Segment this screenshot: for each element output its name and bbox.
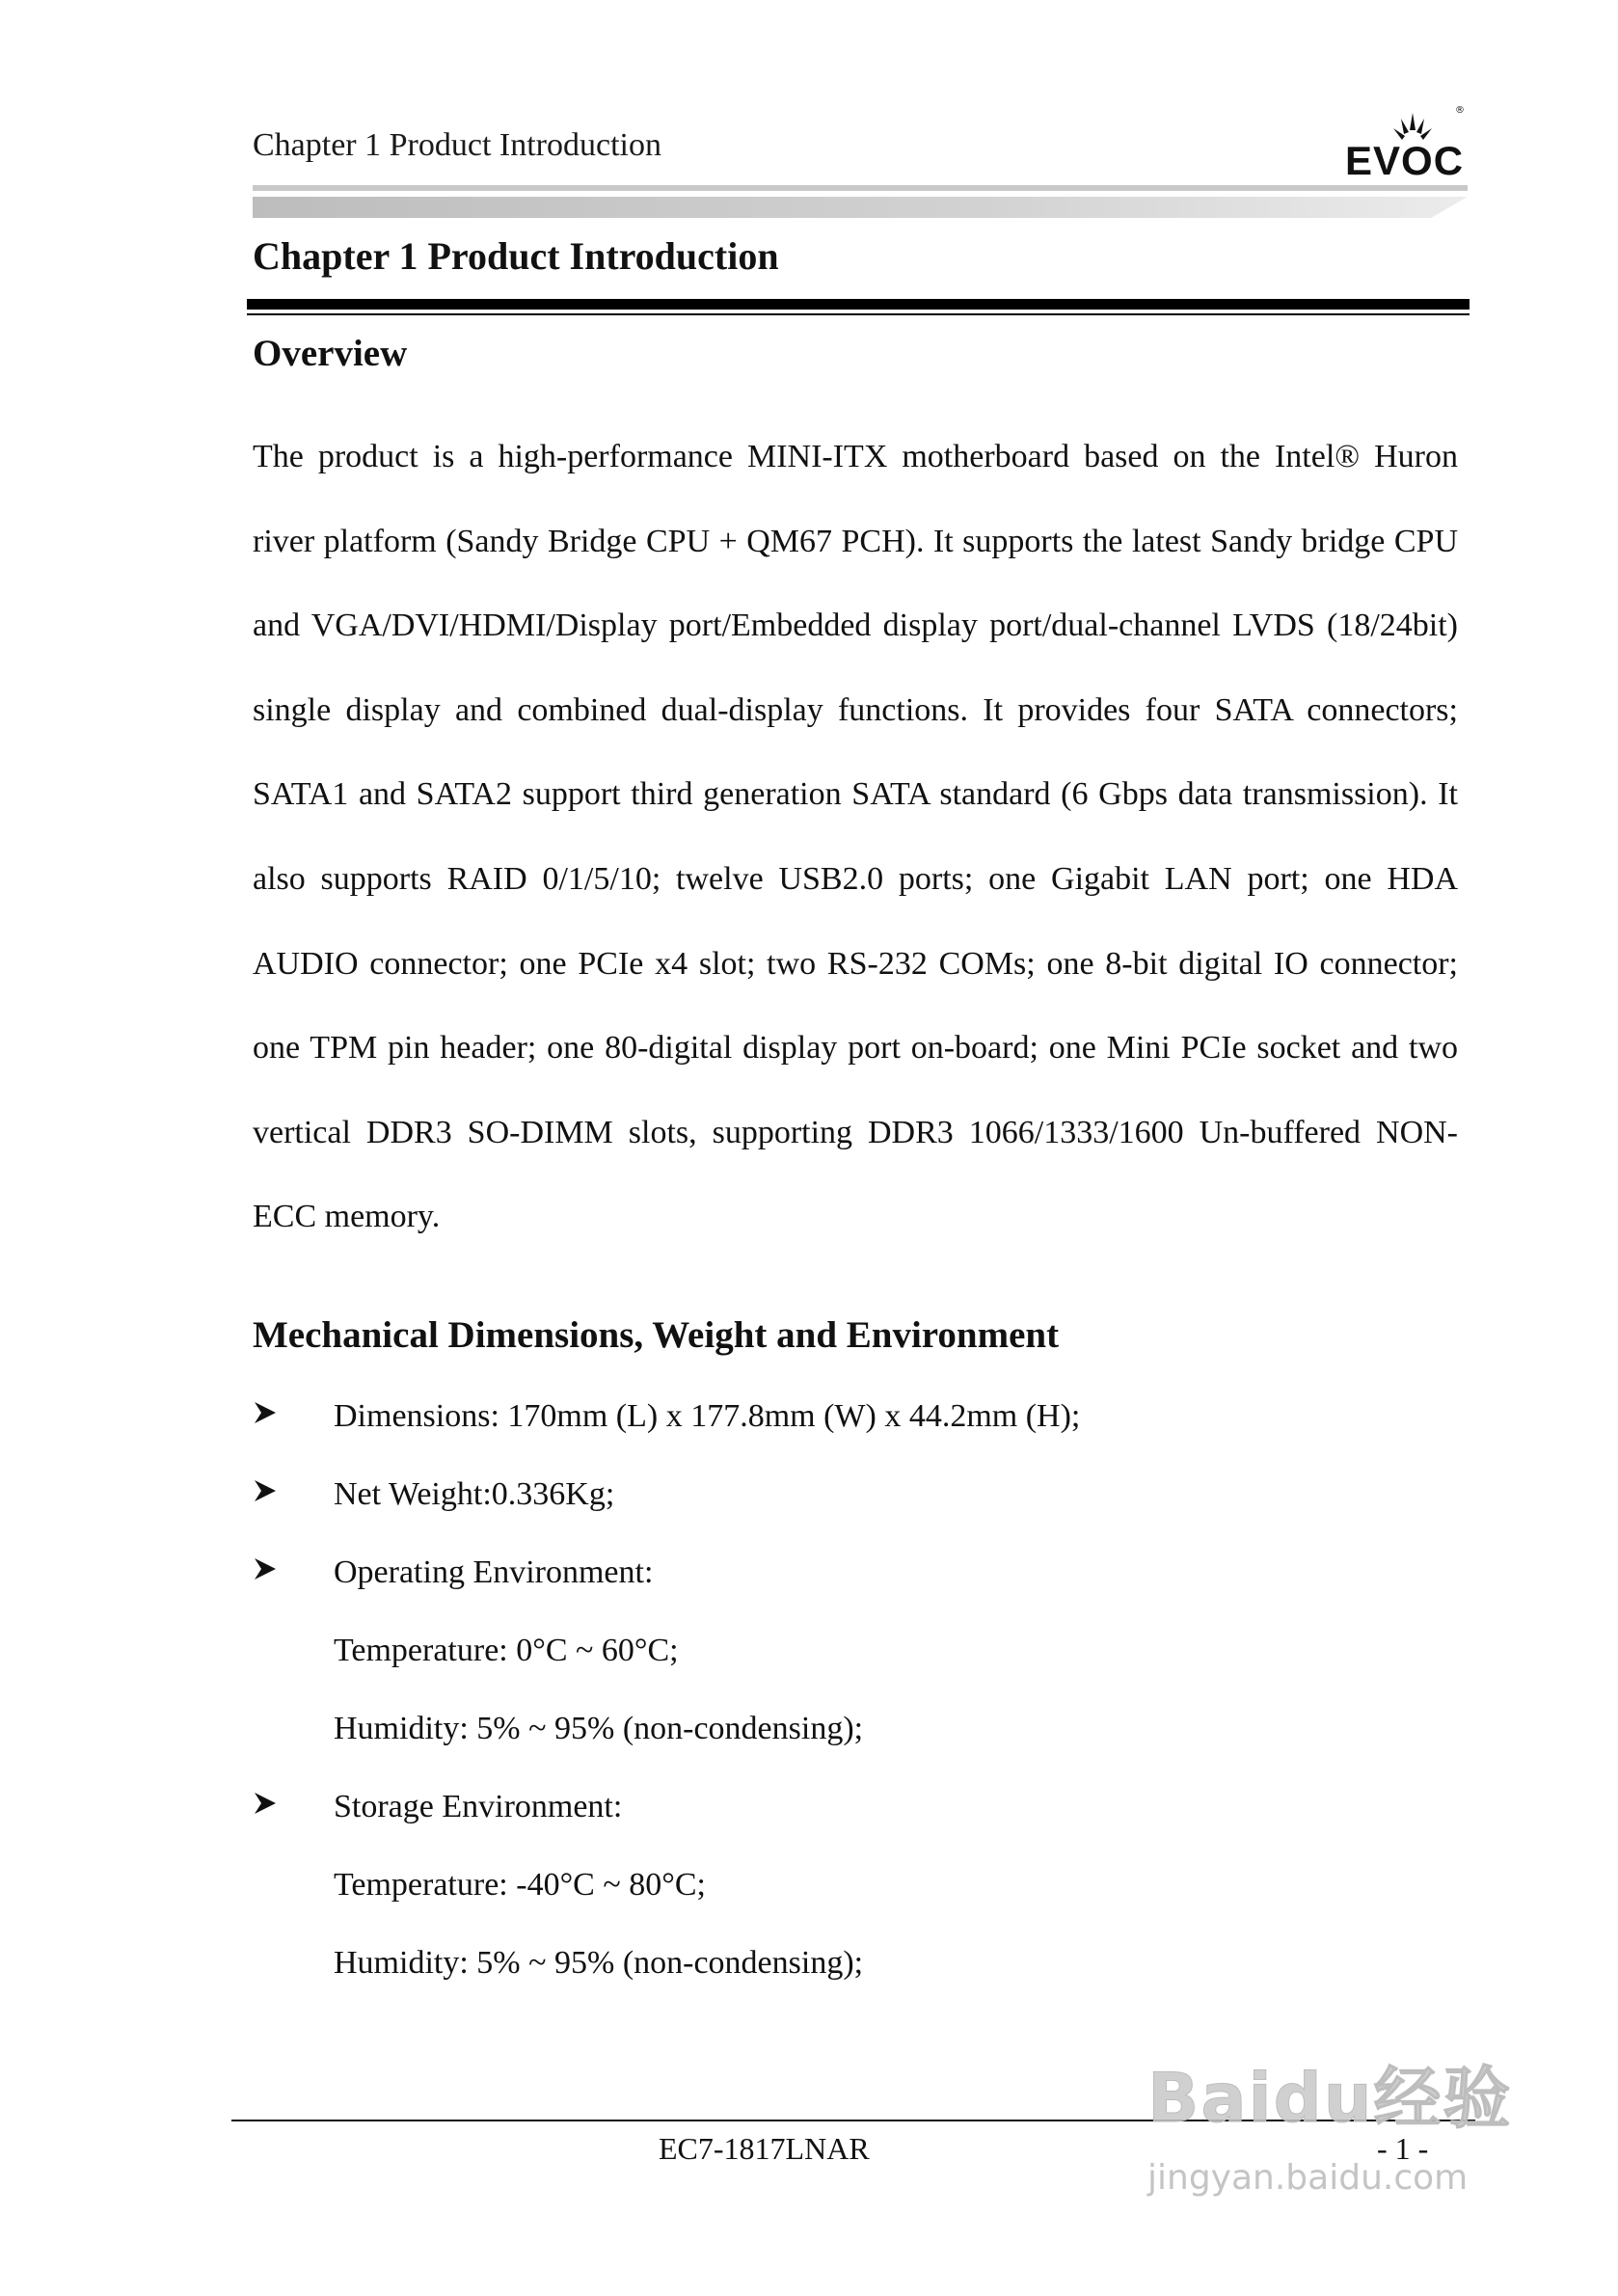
overview-heading: Overview [253,333,408,374]
baidu-watermark [1147,2044,1524,2237]
bullet-storage-environment: Storage Environment: [334,1789,623,1824]
bullet-arrow-icon [253,1400,278,1425]
bullet-operating-environment: Operating Environment: [334,1554,654,1590]
chapter-title: Chapter 1 Product Introduction [253,234,779,278]
running-header-title: Chapter 1 Product Introduction [253,127,661,163]
footer-doc-id: EC7-1817LNAR [659,2131,870,2166]
storage-humidity: Humidity: 5% ~ 95% (non-condensing); [334,1945,864,1981]
chapter-rule-thin [247,313,1470,315]
evoc-logo [1345,101,1466,183]
storage-temperature: Temperature: -40°C ~ 80°C; [334,1867,706,1903]
chapter-rule-thick [247,299,1470,310]
bullet-arrow-icon [253,1556,278,1581]
footer-rule [231,2120,1475,2121]
overview-paragraph: The product is a high-performance MINI-ITX motherboard based on the Intel® Huron river platform (Sandy Bridge CPU + QM67 PCH). It supports the latest Sandy bridge CPU and VGA/DVI/HDMI/Display port/Embedded display port/dual-channel LVDS (18/24bit) single display and combined dual-display functions. It provides four SATA connectors; SATA1 and SATA2 support third generation SATA standard (6 Gbps data transmission). It also supports RAID 0/1/5/10; twelve USB2.0 ports; one Gigabit LAN port; one HDA AUDIO connector; one PCIe x4 slot; two RS-232 COMs; one 8-bit digital IO connector; one TPM pin header; one 80-digital display port on-board; one Mini PCIe socket and two vertical DDR3 SO-DIMM slots, supporting DDR3 1066/1333/1600 Un-buffered NON-ECC memory. [253,439,1458,1235]
bullet-arrow-icon [253,1791,278,1816]
header-rule-top [253,185,1468,191]
logo-starburst-icon [1393,113,1432,140]
bullet-arrow-icon [253,1478,278,1503]
bullet-dimensions: Dimensions: 170mm (L) x 177.8mm (W) x 44.2mm (H); [334,1398,1081,1434]
watermark-url: jingyan.baidu.com [1147,2158,1469,2198]
watermark-brand: Baidu经验 [1147,2059,1513,2138]
header-rule-bottom [253,197,1468,218]
operating-temperature: Temperature: 0°C ~ 60°C; [334,1633,679,1668]
mechanical-heading: Mechanical Dimensions, Weight and Environment [253,1314,1060,1356]
logo-text: EVOC [1345,138,1465,183]
logo-registered-mark: ® [1455,105,1465,116]
footer-page-number: - 1 - [1377,2131,1429,2166]
bullet-net-weight: Net Weight:0.336Kg; [334,1476,615,1512]
operating-humidity: Humidity: 5% ~ 95% (non-condensing); [334,1711,864,1746]
